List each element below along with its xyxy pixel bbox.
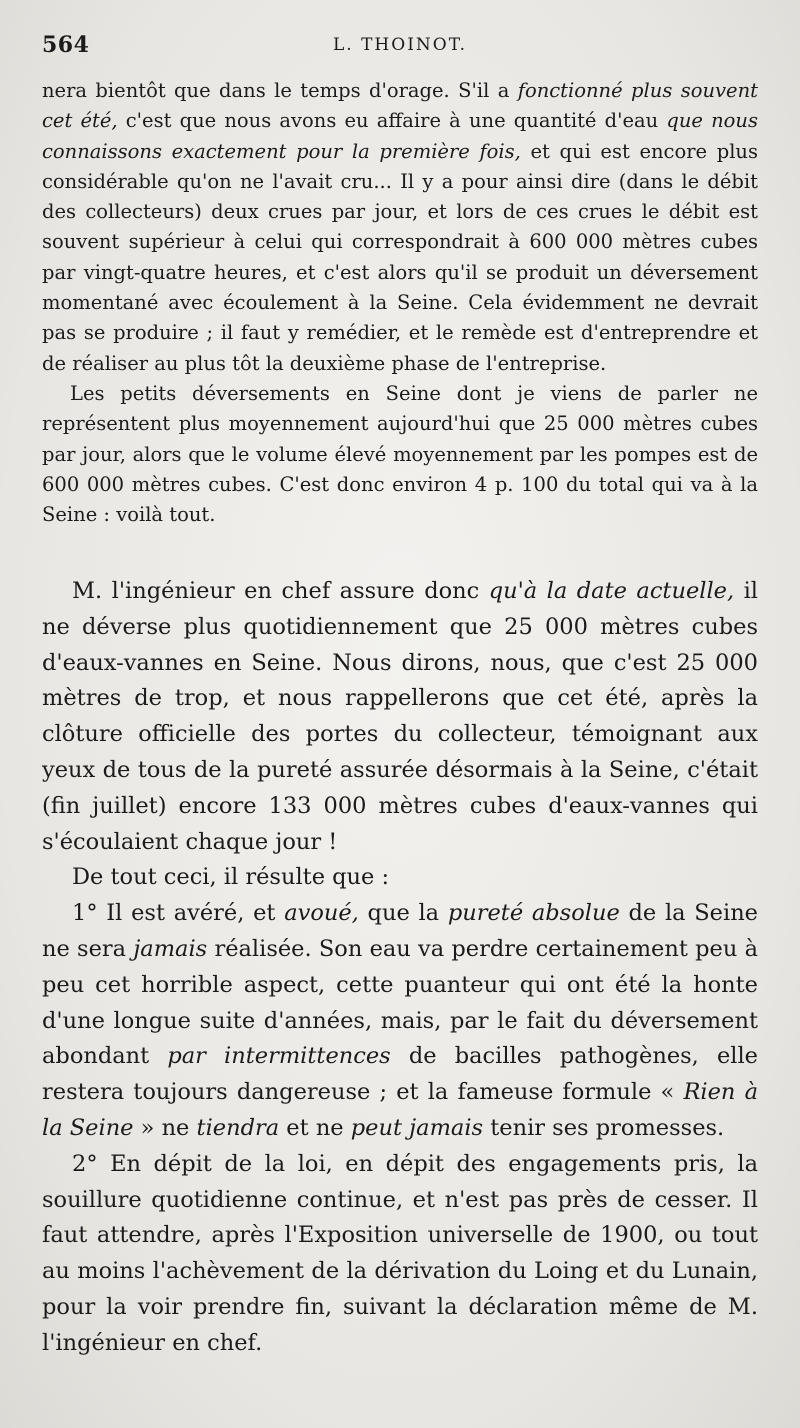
body-paragraph-3 xyxy=(42,896,758,1147)
text-run: il ne déverse plus quotidiennement que 25 000 mètres cubes d'eaux-vannes en Seine. Nous dirons, nous, que c'est 25 000 mètres de trop, et nous rappellerons que cet été, après la clôture officielle des portes du collecteur, témoignant aux yeux de tous de la pureté assurée désormais à la Seine, c'était (fin juillet) encore 133 000 mètres cubes d'eaux-vannes qui s'écoulaient chaque jour ! xyxy=(42,578,759,855)
italic-run: qu'à la date actuelle, xyxy=(488,578,735,604)
italic-run: fonctionné plus souvent cet été, xyxy=(42,79,758,133)
italic-run: tiendra xyxy=(196,1114,280,1141)
quotation-block xyxy=(42,76,758,530)
italic-run: avoué, xyxy=(284,900,359,927)
text-run: nera bientôt que dans le temps d'orage. S'il a xyxy=(42,79,518,102)
italic-run: pureté absolue xyxy=(447,900,620,927)
text-run: de bacilles pathogènes, elle restera toujours dangereuse ; et la fameuse formule « xyxy=(42,1043,758,1106)
italic-run: peut jamais xyxy=(350,1114,484,1141)
page-header xyxy=(42,32,758,66)
text-run: réalisée. Son eau va perdre certainement peu à peu cet horrible aspect, cette puanteur qui ont été la honte d'une longue suite d'années, mais, par le fait du déversement abondant xyxy=(42,935,758,1070)
body-paragraph-1 xyxy=(42,574,758,860)
quote-paragraph-1 xyxy=(42,76,758,379)
text-run: M. l'ingénieur en chef assure donc xyxy=(72,578,489,604)
running-head: L. THOINOT. xyxy=(333,35,467,55)
italic-run: Rien à la Seine xyxy=(42,1079,759,1141)
text-run: que la xyxy=(358,900,448,927)
italic-run: par intermittences xyxy=(167,1043,391,1070)
text-run: tenir ses promesses. xyxy=(483,1114,725,1141)
text-run: de la Seine ne sera xyxy=(42,900,759,962)
quote-paragraph-2: Les petits déversements en Seine dont je viens de parler ne représentent plus moyennement aujourd'hui que 25 000 mètres cubes par jour, alors que le volume élevé moyennement par les pompes est de 600 000 mètres cubes. C'est donc environ 4 p. 100 du total qui va à la Seine : voilà tout. xyxy=(42,381,758,527)
text-run: et ne xyxy=(279,1114,351,1141)
body-paragraph-4: 2° En dépit de la loi, en dépit des engagements pris, la souillure quotidienne continue, et n'est pas près de cesser. Il faut attendre, après l'Exposition universelle de 1900, ou tout au moins l'achèvement de la dérivation du Loing et du Lunain, pour la voir prendre fin, suivant la déclaration même de M. l'ingénieur en chef. xyxy=(42,1150,758,1356)
text-run: 1° Il est avéré, et xyxy=(72,900,285,927)
text-run: c'est que nous avons eu affaire à une quantité d'eau xyxy=(117,109,667,133)
italic-run: que nous connaissons exactement pour la première fois, xyxy=(42,109,758,163)
italic-run: jamais xyxy=(133,935,208,962)
text-run: et qui est encore plus considérable qu'on ne l'avait cru... Il y a pour ainsi dire (dans le débit des collecteurs) deux crues par jour, et lors de ces crues le débit est souvent supérieur à celui qui correspondrait à 600 000 mètres cubes par vingt-quatre heures, et c'est alors qu'il se produit un déversement momentané avec écoulement à la Seine. Cela évidemment ne devrait pas se produire ; il faut y remédier, et le remède est d'entreprendre et de réaliser au plus tôt la deuxième phase de l'entreprise. xyxy=(42,139,758,375)
page-number: 564 xyxy=(42,32,90,58)
text-run: » ne xyxy=(133,1114,197,1141)
body-paragraph-2: De tout ceci, il résulte que : xyxy=(72,864,390,891)
body-text xyxy=(42,574,758,1362)
